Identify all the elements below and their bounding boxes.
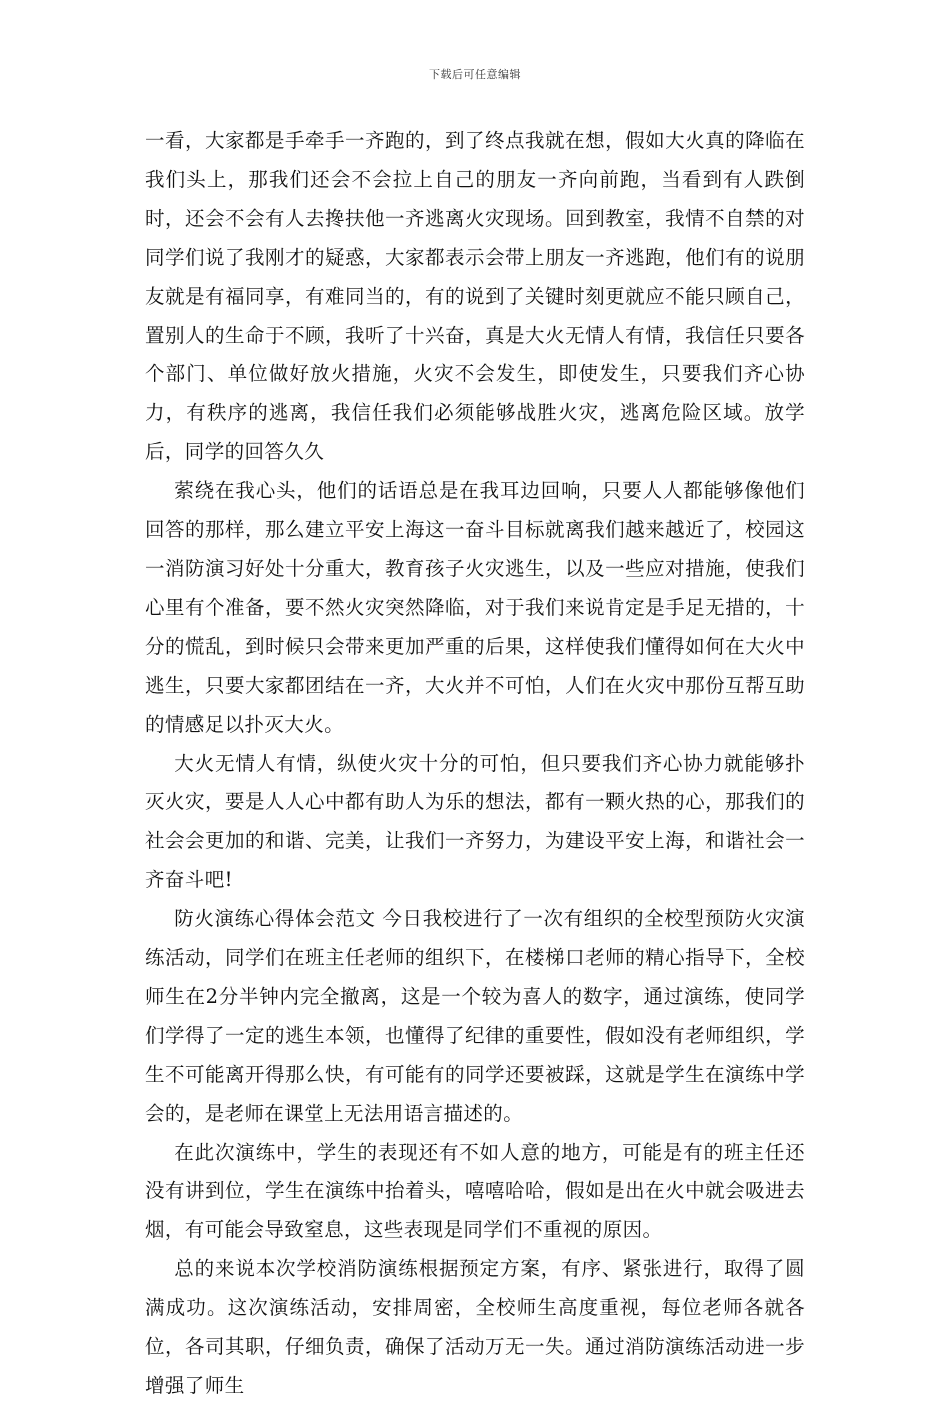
document-body <box>145 122 805 1406</box>
paragraph-6: 总的来说本次学校消防演练根据预定方案，有序、紧张进行，取得了圆满成功。这次演练活动，安排周密，全校师生高度重视，每位老师各就各位，各司其职，仔细负责，确保了活动万无一失。通过消防演练活动进一步增强了师生 <box>145 1257 805 1397</box>
paragraph-4: 防火演练心得体会范文 今日我校进行了一次有组织的全校型预防火灾演练活动，同学们在班主任老师的组织下，在楼梯口老师的精心指导下，全校师生在2分半钟内完全撤离，这是一个较为喜人的数字，通过演练，使同学们学得了一定的逃生本领，也懂得了纪律的重要性，假如没有老师组织，学生不可能离开得那么快，有可能有的同学还要被踩，这就是学生在演练中学会的，是老师在课堂上无法用语言描述的。 <box>145 907 805 1125</box>
paragraph-5: 在此次演练中，学生的表现还有不如人意的地方，可能是有的班主任还没有讲到位，学生在演练中抬着头，嘻嘻哈哈，假如是出在火中就会吸进去烟，有可能会导致窒息，这些表现是同学们不重视的原因。 <box>145 1140 805 1242</box>
paragraph-3: 大火无情人有情，纵使火灾十分的可怕，但只要我们齐心协力就能够扑灭火灾，要是人人心中都有助人为乐的想法，都有一颗火热的心，那我们的社会会更加的和谐、完美，让我们一齐努力，为建设平安上海，和谐社会一齐奋斗吧! <box>145 751 805 892</box>
page-header-note: 下载后可任意编辑 <box>429 68 521 81</box>
paragraph-2: 萦绕在我心头，他们的话语总是在我耳边回响，只要人人都能够像他们回答的那样，那么建立平安上海这一奋斗目标就离我们越来越近了，校园这一消防演习好处十分重大，教育孩子火灾逃生，以及一些应对措施，使我们心里有个准备，要不然火灾突然降临，对于我们来说肯定是手足无措的，十分的慌乱，到时候只会带来更加严重的后果，这样使我们懂得如何在大火中逃生，只要大家都团结在一齐，大火并不可怕，人们在火灾中那份互帮互助的情感足以扑灭大火。 <box>145 479 805 736</box>
paragraph-1: 一看，大家都是手牵手一齐跑的，到了终点我就在想，假如大火真的降临在我们头上，那我们还会不会拉上自己的朋友一齐向前跑，当看到有人跌倒时，还会不会有人去搀扶他一齐逃离火灾现场。回到教室，我情不自禁的对同学们说了我刚才的疑惑，大家都表示会带上朋友一齐逃跑，他们有的说朋友就是有福同享，有难同当的，有的说到了关键时刻更就应不能只顾自己，置别人的生命于不顾，我听了十兴奋，真是大火无情人有情，我信任只要各个部门、单位做好放火措施，火灾不会发生，即使发生，只要我们齐心协力，有秩序的逃离，我信任我们必须能够战胜火灾，逃离危险区域。放学后，同学的回答久久 <box>145 129 805 464</box>
